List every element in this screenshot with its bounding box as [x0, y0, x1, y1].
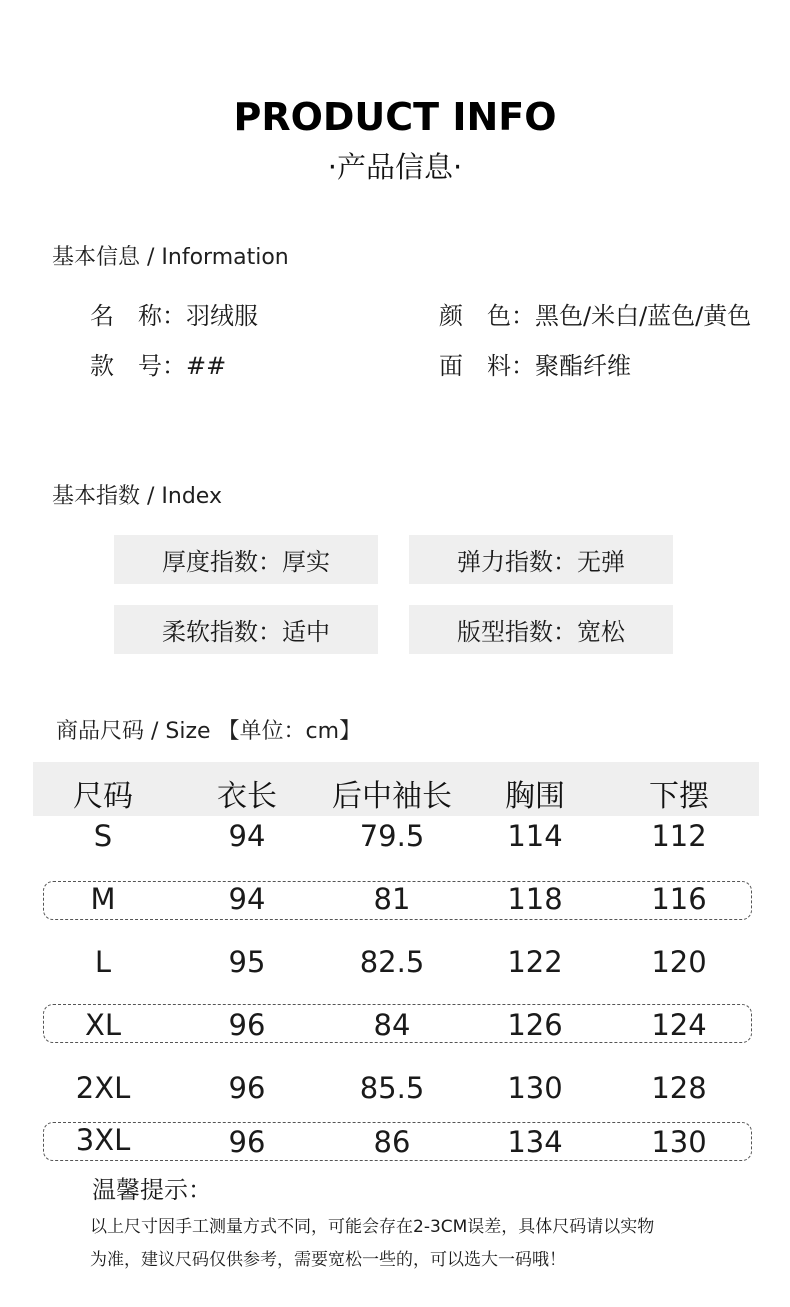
- column-header-hem: 下摆: [649, 779, 709, 814]
- cell-size: XL: [84, 1008, 122, 1042]
- cell-hem: 130: [651, 1125, 707, 1159]
- info-item-fabric: [439, 346, 631, 381]
- cell-length: 96: [228, 1125, 266, 1159]
- column-header-size: 尺码: [73, 779, 133, 814]
- info-colon: ：: [162, 352, 186, 380]
- size-heading: 商品尺码 / Size 【单位：cm】: [56, 719, 362, 744]
- cell-size: 2XL: [75, 1071, 131, 1105]
- info-value: 聚酯纤维: [535, 352, 631, 380]
- cell-sleeve: 79.5: [359, 819, 425, 853]
- cell-length: 96: [228, 1008, 266, 1042]
- index-softness: 柔软指数：适中: [114, 605, 378, 654]
- cell-hem: 128: [651, 1071, 707, 1105]
- index-heading: 基本指数 / Index: [52, 484, 222, 509]
- cell-size: L: [94, 945, 112, 979]
- cell-hem: 124: [651, 1008, 707, 1042]
- tips-title: 温馨提示：: [92, 1176, 212, 1204]
- info-label: 名 称: [90, 302, 162, 330]
- cell-size: 3XL: [75, 1123, 131, 1157]
- index-elasticity: 弹力指数：无弹: [409, 535, 673, 584]
- cell-sleeve: 81: [373, 882, 411, 916]
- cell-chest: 118: [507, 882, 563, 916]
- cell-chest: 126: [507, 1008, 563, 1042]
- cell-size: M: [90, 882, 116, 916]
- info-item-name: [90, 296, 258, 331]
- info-value: ##: [186, 352, 227, 380]
- page-title: PRODUCT INFO: [233, 95, 557, 139]
- cell-hem: 112: [651, 819, 707, 853]
- tips-line-2: 为准，建议尺码仅供参考，需要宽松一些的，可以选大一码哦！: [90, 1250, 566, 1270]
- tips-line-1: 以上尺寸因手工测量方式不同，可能会存在2-3CM误差，具体尺码请以实物: [90, 1217, 655, 1237]
- cell-length: 94: [228, 882, 266, 916]
- info-label: 款 号: [90, 352, 162, 380]
- page-subtitle: ·产品信息·: [327, 150, 463, 184]
- info-item-color: [439, 296, 751, 331]
- info-value: 羽绒服: [186, 302, 258, 330]
- info-item-style-number: [90, 346, 226, 381]
- info-colon: ：: [511, 302, 535, 330]
- cell-length: 94: [228, 819, 266, 853]
- basic-info-heading: 基本信息 / Information: [52, 245, 289, 270]
- cell-size: S: [93, 819, 113, 853]
- info-colon: ：: [511, 352, 535, 380]
- info-value: 黑色/米白/蓝色/黄色: [535, 302, 752, 330]
- info-label: 颜 色: [439, 302, 511, 330]
- cell-length: 96: [228, 1071, 266, 1105]
- info-label: 面 料: [439, 352, 511, 380]
- cell-chest: 130: [507, 1071, 563, 1105]
- cell-sleeve: 84: [373, 1008, 411, 1042]
- column-header-sleeve: 后中袖长: [332, 779, 452, 814]
- cell-chest: 114: [507, 819, 563, 853]
- column-header-chest: 胸围: [505, 779, 565, 814]
- info-colon: ：: [162, 302, 186, 330]
- cell-sleeve: 86: [373, 1125, 411, 1159]
- column-header-length: 衣长: [217, 779, 277, 814]
- index-fit: 版型指数：宽松: [409, 605, 673, 654]
- cell-sleeve: 85.5: [359, 1071, 425, 1105]
- cell-chest: 134: [507, 1125, 563, 1159]
- cell-length: 95: [228, 945, 266, 979]
- cell-hem: 120: [651, 945, 707, 979]
- cell-hem: 116: [651, 882, 707, 916]
- cell-chest: 122: [507, 945, 563, 979]
- index-thickness: 厚度指数：厚实: [114, 535, 378, 584]
- cell-sleeve: 82.5: [359, 945, 425, 979]
